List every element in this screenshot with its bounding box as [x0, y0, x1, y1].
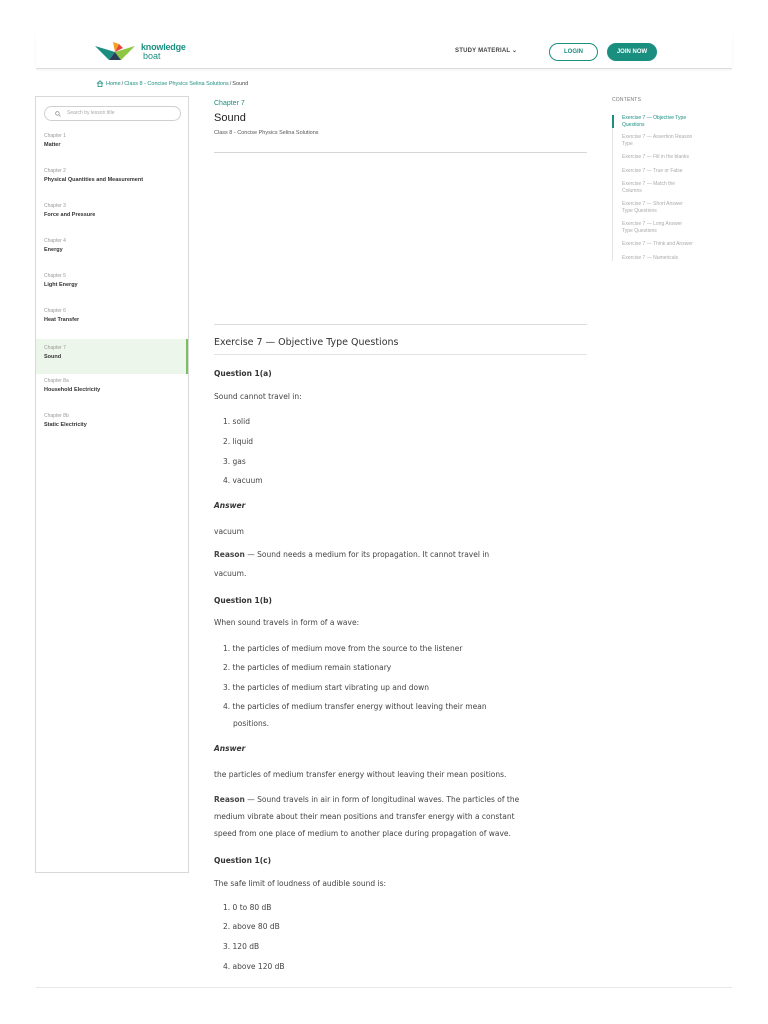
- page-subtitle: Class 8 - Concise Physics Selina Solutions: [214, 130, 319, 136]
- brand-name: [141, 43, 186, 61]
- join-now-button[interactable]: JOIN NOW: [607, 43, 657, 61]
- toc-line: Exercise 7 — Objective Type: [622, 115, 687, 121]
- toc-line: Exercise 7 — Short Answer: [622, 201, 683, 207]
- brand-line1: knowledge: [141, 42, 186, 52]
- toc-item-true-false[interactable]: [613, 168, 727, 175]
- answer-label: Answer: [214, 744, 246, 753]
- chapter-title: Heat Transfer: [44, 317, 80, 323]
- chapter-title: Matter: [44, 142, 61, 148]
- divider: [214, 324, 587, 325]
- chapter-number: Chapter 7: [44, 345, 66, 351]
- toc-line: Type: [622, 140, 633, 147]
- chapter-number: Chapter 4: [44, 238, 66, 244]
- sidebar-item-chapter-7[interactable]: [36, 339, 188, 374]
- toc-line: Exercise 7 — True or False: [622, 167, 683, 174]
- contents-heading: CONTENTS: [612, 97, 642, 103]
- reason-text: [214, 795, 519, 804]
- study-material-menu[interactable]: STUDY MATERIAL ⌄: [455, 48, 518, 54]
- breadcrumb-class[interactable]: Class 8 - Concise Physics Selina Solutions: [124, 80, 229, 87]
- chapter-title: Household Electricity: [44, 387, 101, 393]
- toc-line: Exercise 7 — Numericals: [622, 254, 679, 261]
- option-item: 1. 0 to 80 dB: [223, 903, 272, 912]
- option-item: 3. gas: [223, 457, 246, 466]
- toc-line: Exercise 7 — Match the: [622, 181, 676, 187]
- reason-label: Reason: [214, 795, 245, 804]
- breadcrumb-separator: /: [121, 80, 124, 87]
- brand-line2: boat: [143, 51, 161, 61]
- question-label: Question 1(a): [214, 369, 272, 378]
- chapter-title: Force and Pressure: [44, 212, 96, 218]
- answer-text: the particles of medium transfer energy without leaving their mean positions.: [214, 770, 507, 779]
- chapter-number: Chapter 8a: [44, 378, 69, 384]
- sidebar-item-chapter-5[interactable]: [36, 273, 188, 290]
- divider: [214, 354, 587, 355]
- chapter-label: Chapter 7: [214, 100, 245, 107]
- option-item: 2. the particles of medium remain stationary: [223, 663, 392, 672]
- search-icon: [55, 111, 61, 117]
- chapter-title: Energy: [44, 247, 63, 253]
- chapter-number: Chapter 6: [44, 308, 66, 314]
- chapter-number: Chapter 1: [44, 133, 66, 139]
- chapter-title: Light Energy: [44, 282, 78, 288]
- table-of-contents: [612, 115, 727, 261]
- toc-line: Exercise 7 — Long Answer: [622, 221, 683, 227]
- chapter-title: Sound: [44, 354, 62, 360]
- sidebar-item-chapter-2[interactable]: [36, 168, 188, 185]
- option-item: 1. solid: [223, 417, 250, 426]
- reason-line: vacuum.: [214, 569, 247, 578]
- search-placeholder: Search by lesson title: [67, 110, 115, 116]
- option-item: 4. above 120 dB: [223, 962, 285, 971]
- toc-line: Exercise 7 — Fill in the blanks: [622, 154, 689, 160]
- toc-item-think-answer[interactable]: [613, 241, 727, 248]
- chapter-title: Physical Quantities and Measurement: [44, 177, 144, 183]
- question-text: Sound cannot travel in:: [214, 392, 302, 401]
- toc-line: Questions: [622, 121, 645, 128]
- home-icon[interactable]: [96, 80, 104, 87]
- reason-line: speed from one place of medium to another place during propagation of wave.: [214, 829, 511, 838]
- breadcrumb-home[interactable]: Home: [106, 80, 121, 87]
- question-text: When sound travels in form of a wave:: [214, 618, 360, 627]
- breadcrumb-current: Sound: [232, 80, 249, 87]
- exercise-title: Exercise 7 — Objective Type Questions: [214, 337, 399, 348]
- page-title: Sound: [214, 112, 246, 124]
- toc-item-short-answer[interactable]: [613, 201, 727, 214]
- answer-text: vacuum: [214, 527, 244, 536]
- chapter-number: Chapter 2: [44, 168, 66, 174]
- toc-item-match-columns[interactable]: [613, 181, 727, 194]
- sidebar-item-chapter-8b[interactable]: [36, 413, 188, 430]
- option-item: 4. vacuum: [223, 476, 263, 485]
- contents-heading-wrap: [612, 97, 727, 103]
- toc-item-long-answer[interactable]: [613, 221, 727, 234]
- reason-line: — Sound needs a medium for its propagation. It cannot travel in: [244, 550, 490, 559]
- toc-item-objective[interactable]: [612, 115, 727, 128]
- toc-item-numericals[interactable]: [613, 255, 727, 262]
- option-item: 4. the particles of medium transfer energy without leaving their mean: [223, 702, 487, 711]
- toc-item-assertion[interactable]: [613, 134, 727, 147]
- option-item: 3. the particles of medium start vibrating up and down: [223, 683, 429, 692]
- reason-text: [214, 550, 489, 559]
- question-text: The safe limit of loudness of audible sound is:: [214, 879, 387, 888]
- breadcrumb-separator: /: [229, 80, 232, 87]
- option-item: 3. 120 dB: [223, 942, 260, 951]
- toc-line: Exercise 7 — Assertion Reason: [622, 134, 693, 140]
- reason-label: Reason: [214, 550, 245, 559]
- chapter-sidebar: [35, 96, 189, 873]
- question-label: Question 1(c): [214, 856, 272, 865]
- chapter-number: Chapter 8b: [44, 413, 69, 419]
- toc-item-fill-blanks[interactable]: [613, 154, 727, 161]
- chapter-number: Chapter 5: [44, 273, 66, 279]
- footer-divider: [36, 987, 732, 988]
- boat-logo-icon: [95, 42, 137, 62]
- option-item-continued: positions.: [233, 719, 269, 728]
- toc-line: Exercise 7 — Think and Answer: [622, 241, 693, 247]
- reason-line: — Sound travels in air in form of longitudinal waves. The particles of the: [244, 795, 520, 804]
- option-item: 1. the particles of medium move from the source to the listener: [223, 644, 463, 653]
- sidebar-item-chapter-1[interactable]: [36, 133, 188, 150]
- sidebar-item-chapter-6[interactable]: [36, 308, 188, 325]
- toc-line: Type Questions: [622, 207, 657, 214]
- sidebar-item-chapter-8a[interactable]: [36, 378, 188, 395]
- login-button[interactable]: LOGIN: [549, 43, 598, 61]
- option-item: 2. liquid: [223, 437, 254, 446]
- chapter-title: Static Electricity: [44, 422, 87, 428]
- sidebar-item-chapter-3[interactable]: [36, 203, 188, 220]
- sidebar-item-chapter-4[interactable]: [36, 238, 188, 255]
- divider: [214, 152, 587, 153]
- chapter-number: Chapter 3: [44, 203, 66, 209]
- option-item: 2. above 80 dB: [223, 922, 280, 931]
- toc-line: Columns: [622, 187, 642, 194]
- search-input[interactable]: [44, 106, 181, 121]
- breadcrumb: [96, 80, 248, 87]
- answer-label: Answer: [214, 501, 246, 510]
- reason-line: medium vibrate about their mean positions and transfer energy with a constant: [214, 812, 515, 821]
- toc-line: Type Questions: [622, 227, 657, 234]
- brand-logo[interactable]: [95, 41, 186, 63]
- question-label: Question 1(b): [214, 596, 272, 605]
